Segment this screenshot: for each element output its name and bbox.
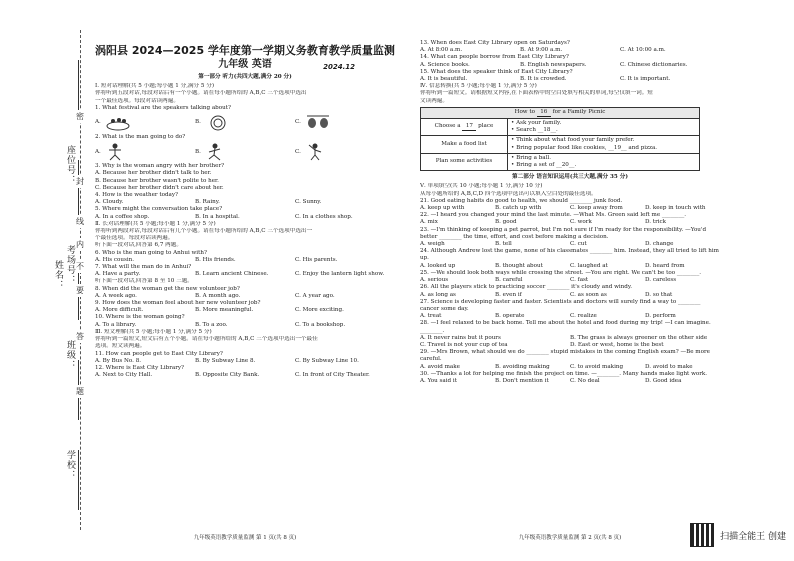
text-line: 你将听到一篇短文,短文后有五个小题。请在每小题所给的 A,B,C 三个选项中选出一个最佳 <box>95 336 318 343</box>
option-a: A. At 8:00 a.m. <box>420 47 463 54</box>
question-12: 12. Where is East City Library? <box>95 364 185 371</box>
section-5-title: Ⅴ. 单项填空(共 10 小题;每小题 1 分,满分 10 分) <box>420 183 543 190</box>
mcq-option: D. so that <box>645 291 673 298</box>
option-c: C. Enjoy the lantern light show. <box>295 271 385 278</box>
mcq-option: D. trick <box>645 219 667 226</box>
scanner-watermark <box>690 523 786 547</box>
cut-mark: 内 <box>76 240 84 249</box>
option-label: B. <box>195 148 201 155</box>
picnic-table <box>420 107 700 171</box>
text-line: 你将听到一篇短文。请根据短文内容,在下面表格中的空白处填写相关的单词,每空仅填一词。短 <box>420 90 653 97</box>
mcq-option: A. mix <box>420 219 438 226</box>
mcq-option: A. weigh <box>420 241 445 248</box>
q9-options <box>95 307 395 314</box>
option-b: B. By Subway Line 8. <box>195 357 256 364</box>
mcq-option: B. good <box>495 219 517 226</box>
q15-options <box>420 76 720 83</box>
option-b: B. At 9:00 a.m. <box>520 47 563 54</box>
text-line: 你将听到五段对话,每段对话后有一个小题。请在每小题所给的 A,B,C 三个选项中选出 <box>95 90 307 97</box>
mcq-option: B. Don't mention it <box>495 377 549 384</box>
page-1 <box>95 44 395 379</box>
option-b: B. A month ago. <box>195 292 241 299</box>
cell-text: Choose a <box>434 123 461 130</box>
q7-options <box>95 271 395 278</box>
mcq-option: B. careful <box>495 277 523 284</box>
mcq-question: 27. Science is developing faster and faster. Scientists and doctors will surely find a way to ________ cancer some day. <box>420 298 701 312</box>
name-label: 姓名： <box>53 260 63 290</box>
option-a: A. Have a party. <box>95 271 141 278</box>
mcq-option: A. looked up <box>420 262 456 269</box>
q11-options <box>95 358 395 365</box>
section-3-title: Ⅲ. 短文理解(共 5 小题;每小题 1 分,满分 5 分) <box>95 328 212 335</box>
question-15: 15. What does the speaker think of East City Library? <box>420 68 573 75</box>
table-cell <box>508 119 700 136</box>
question-2: 2. What is the man going to do? <box>95 134 186 141</box>
bullet-item: • Bring a set of __20__. <box>511 162 577 169</box>
cut-mark: 封 <box>76 177 84 186</box>
mcq-option: C. to avoid making <box>570 363 624 370</box>
option-a: A. His cousin. <box>95 256 135 263</box>
mcq-option: A. avoid make <box>420 363 460 370</box>
q4-options <box>95 199 395 206</box>
mcq-options <box>420 335 720 349</box>
question-5: 5. Where might the conversation take place? <box>95 206 223 213</box>
table-cell: Plan some activities <box>421 153 508 170</box>
binding-line <box>78 160 79 220</box>
text-line: 选项。短文读两遍。 <box>95 343 146 350</box>
option-c: C. His parents. <box>295 256 338 263</box>
option-b: B. In a hospital. <box>195 213 240 220</box>
cut-mark: 线 <box>76 217 84 226</box>
mcq-option: C. work <box>570 219 592 226</box>
q12-options <box>95 372 395 379</box>
question-7: 7. What will the man do in Anhui? <box>95 264 192 271</box>
question-4: 4. How is the weather today? <box>95 192 179 199</box>
option-c: C. Because her brother didn't care about her. <box>95 184 224 191</box>
table-header <box>421 107 700 118</box>
table-row <box>421 153 700 170</box>
header-text: for a Family Picnic <box>552 108 606 115</box>
seat-number-label: 座位号： <box>65 145 75 185</box>
cut-mark: 密 <box>76 112 84 121</box>
text-line: Ⅰ. 短对话理解(共 5 小题;每小题 1 分,满分 5 分) <box>95 83 215 90</box>
mcq-option: D. East or west, home is the best <box>570 341 664 348</box>
cut-mark: 要 <box>76 286 84 295</box>
bullet-item: • Bring popular food like cookies, __19__ and pizza. <box>511 144 658 151</box>
mcq-option: D. heard from <box>645 262 685 269</box>
option-b: B. More meaningful. <box>195 307 254 314</box>
option-b: B. Opposite City Bank. <box>195 372 260 379</box>
mcq-option: C. No deal <box>570 377 600 384</box>
option-b: B. Learn ancient Chinese. <box>195 271 269 278</box>
text-line: 听下面一段对话,回答第 6,7 两题。 <box>95 242 182 249</box>
scanner-app-name: 扫描全能王 创建 <box>720 531 786 542</box>
table-cell <box>508 136 700 153</box>
option-a: A. More difficult. <box>95 307 144 314</box>
option-label: A. <box>95 148 101 155</box>
mcq-option: C. fast <box>570 277 589 284</box>
mcq-question: 30. —Thanks a lot for helping me finish the project on time. —________. Many hands make light work. <box>420 370 708 377</box>
option-b: B. To a zoo. <box>195 321 228 328</box>
mcq-question: 26. All the players stick to practicing soccer ________ it's cloudy and windy. <box>420 284 633 291</box>
bullet-item: • Search __18__. <box>511 127 558 134</box>
blank-17: 17 <box>462 123 476 131</box>
question-8: 8. When did the woman get the new volunteer job? <box>95 285 240 292</box>
mcq-question: 28. —I feel relaxed to be back home. Tell me about the hotel and food during my trip! —I can imagine. ________. <box>420 320 711 334</box>
mcq-options <box>420 263 720 270</box>
mcq-question: 22. —I heard you changed your mind the last minute. —What Ms. Green said left me ________. <box>420 212 687 219</box>
question-11: 11. How can people get to East City Library? <box>95 350 223 357</box>
blank-16: 16 <box>537 109 551 117</box>
option-a: A. A week ago. <box>95 292 137 299</box>
text-line: 听下面一段对话,回答第 8 至 10 三题。 <box>95 278 193 285</box>
mcq-question: 21. Good eating habits do good to health, we should ________ junk food. <box>420 197 623 204</box>
mcq-option: A. keep up with <box>420 205 465 212</box>
option-c: C. A year ago. <box>295 292 335 299</box>
option-b: B. It is crowded. <box>520 76 567 83</box>
exam-date: 2024.12 <box>323 63 355 71</box>
option-c: C. It is important. <box>620 76 671 83</box>
mcq-option: D. Good idea <box>645 377 682 384</box>
school-label: 学校： <box>65 450 75 480</box>
q13-options <box>420 47 720 54</box>
option-b: B. His friends. <box>195 256 236 263</box>
cut-mark: 答 <box>76 332 84 341</box>
part2-title: 第二部分 语言知识运用(共三大题,满分 35 分) <box>512 174 628 181</box>
mcq-option: C. as soon as <box>570 291 607 298</box>
option-c: C. In front of City Theater. <box>295 372 370 379</box>
mcq-options <box>420 219 720 226</box>
exam-subject <box>95 58 395 72</box>
option-a: A. Because her brother didn't talk to her. <box>95 170 212 177</box>
question-6: 6. Who is the man going to Anhui with? <box>95 249 207 256</box>
cut-mark: 题 <box>76 387 84 396</box>
option-c: C. Chinese dictionaries. <box>620 61 688 68</box>
table-row <box>421 136 700 153</box>
q1-options <box>95 112 395 134</box>
class-label: 班级： <box>65 340 75 370</box>
q14-options <box>420 62 720 69</box>
option-a: A. Science books. <box>420 61 470 68</box>
option-c: C. More exciting. <box>295 307 344 314</box>
bullet-item: • Bring a ball. <box>511 154 551 161</box>
question-3: 3. Why is the woman angry with her brother? <box>95 163 225 170</box>
mcq-option: A. It never rains but it pours <box>420 334 501 341</box>
mcq-option: A. You said it <box>420 377 457 384</box>
mcq-options <box>420 364 720 371</box>
question-1: 1. What festival are the speakers talking about? <box>95 104 231 111</box>
question-10: 10. Where is the woman going? <box>95 314 185 321</box>
option-a: A. Cloudy. <box>95 199 124 206</box>
option-a: A. To a library. <box>95 321 137 328</box>
mcq-question: 29. —Mrs Brown, what should we do ________ stupid mistakes in the coming English exam? —Be more careful. <box>420 349 710 363</box>
q2-options <box>95 141 395 163</box>
mcq-question: 23. —I'm thinking of keeping a pet parrot, but I'm not sure if I'm ready for the responsibility. —You'd better ________ the time, effort, and cost before making a decision. <box>420 226 707 240</box>
question-14: 14. What can people borrow from East City Library? <box>420 54 569 61</box>
lantern-picture <box>305 114 331 132</box>
mooncake-picture <box>205 114 231 132</box>
dragon-boat-picture <box>105 114 131 132</box>
mcq-option: C. laughed at <box>570 262 608 269</box>
question-13: 13. When does East City Library open on Saturdays? <box>420 40 570 46</box>
table-cell: Make a food list <box>421 136 508 153</box>
question-9: 9. How does the woman feel about her new volunteer job? <box>95 300 261 307</box>
mcq-option: C. Travel is not your cup of tea <box>420 341 508 348</box>
cell-text: place <box>478 123 494 130</box>
q5-options <box>95 214 395 221</box>
mcq-option: D. perform <box>645 313 676 320</box>
option-a: A. By Bus No. 8. <box>95 357 142 364</box>
part1-title: 第一部分 听力(共四大题,满分 20 分) <box>198 74 292 80</box>
mcq-question: 24. Although Andrew lost the game, none of his classmates ________ him. Instead, they all tried to lift him up. <box>420 248 719 262</box>
bullet-item: • Ask your family. <box>511 120 562 127</box>
option-c: C. By Subway Line 10. <box>295 357 359 364</box>
q10-options <box>95 322 395 329</box>
mcq-option: B. The grass is always greener on the other side <box>570 334 708 341</box>
header-text: How to <box>514 108 535 115</box>
bullet-item: • Think about what food your family prefer. <box>511 137 635 144</box>
person-dancing-picture <box>305 143 325 161</box>
mcq-option: B. thought about <box>495 262 543 269</box>
mcq-list <box>420 198 720 385</box>
text-line: 你将听到两段对话,每段对话后有几个小题。请在每小题所给的 A,B,C 三个选项中选出一 <box>95 228 313 235</box>
option-label: A. <box>95 119 101 126</box>
text-line: 从每小题所给的 A,B,C,D 四个选项中选出可以填入空白处的最佳选项。 <box>420 190 597 197</box>
mcq-option: D. avoid to make <box>645 363 693 370</box>
binding-margin <box>0 0 88 561</box>
mcq-option: B. even if <box>495 291 522 298</box>
section-2-title: Ⅱ. 长对话理解(共 5 小题;每小题 1 分,满分 5 分) <box>95 220 216 227</box>
mcq-option: C. cut <box>570 241 587 248</box>
option-a: A. In a coffee shop. <box>95 213 150 220</box>
option-label: C. <box>295 119 301 126</box>
mcq-option: C. keep away from <box>570 205 623 212</box>
option-a: A. It is beautiful. <box>420 76 468 83</box>
mcq-options <box>420 313 720 320</box>
option-c: C. Sunny. <box>295 199 322 206</box>
mcq-options <box>420 378 720 385</box>
mcq-options <box>420 241 720 248</box>
mcq-option: A. serious <box>420 277 449 284</box>
exam-title: 涡阳县 2024—2025 学年度第一学期义务教育教学质量监测 <box>95 44 395 57</box>
mcq-question: 25. —We should look both ways while crossing the street. —You are right. We can't be too ________. <box>420 269 702 276</box>
mcq-option: D. keep in touch with <box>645 205 706 212</box>
person-jumping-picture <box>105 143 125 161</box>
qr-code-icon <box>690 523 714 547</box>
option-c: C. At 10:00 a.m. <box>620 47 666 54</box>
option-a: A. Next to City Hall. <box>95 372 153 379</box>
mcq-option: B. catch up with <box>495 205 542 212</box>
mcq-option: B. tell <box>495 241 512 248</box>
option-c: C. To a bookshop. <box>295 321 346 328</box>
text-line: 一个最佳选项。每段对话读两遍。 <box>95 97 179 104</box>
person-running-picture <box>205 143 225 161</box>
mcq-option: B. operate <box>495 313 525 320</box>
subject-text: 九年级 英语 <box>218 59 272 70</box>
option-label: C. <box>295 148 301 155</box>
q8-options <box>95 293 395 300</box>
cut-mark: 不 <box>76 262 84 271</box>
q6-options <box>95 257 395 264</box>
option-b: B. Because her brother wasn't polite to her. <box>95 177 219 184</box>
cut-line <box>80 30 81 530</box>
option-c: C. In a clothes shop. <box>295 213 353 220</box>
mcq-options <box>420 277 720 284</box>
option-b: B. English newspapers. <box>520 61 587 68</box>
exam-room-label: 考场号： <box>65 245 75 285</box>
mcq-options <box>420 205 720 212</box>
mcq-option: B. avoiding making <box>495 363 550 370</box>
mcq-option: C. realize <box>570 313 597 320</box>
text-line: 个最佳选项。每段对话读两遍。 <box>95 235 174 242</box>
mcq-option: D. change <box>645 241 674 248</box>
mcq-option: D. careless <box>645 277 677 284</box>
page-footer-1: 九年级英语教学质量监测 第 1 页(共 8 页) <box>193 535 297 541</box>
mcq-option: A. treat <box>420 313 442 320</box>
option-b: B. Rainy. <box>195 199 220 206</box>
table-row <box>421 119 700 136</box>
option-label: B. <box>195 119 201 126</box>
table-cell <box>421 119 508 136</box>
section-4-title: Ⅳ. 信息转换(共 5 小题;每小题 1 分,满分 5 分) <box>420 83 537 90</box>
page-footer-2: 九年级英语教学质量监测 第 2 页(共 8 页) <box>518 535 622 541</box>
mcq-options <box>420 292 720 299</box>
table-cell <box>508 153 700 170</box>
binding-line <box>78 450 79 510</box>
page-2 <box>420 40 720 385</box>
text-line: 文读两遍。 <box>420 97 448 104</box>
mcq-option: A. as long as <box>420 291 456 298</box>
